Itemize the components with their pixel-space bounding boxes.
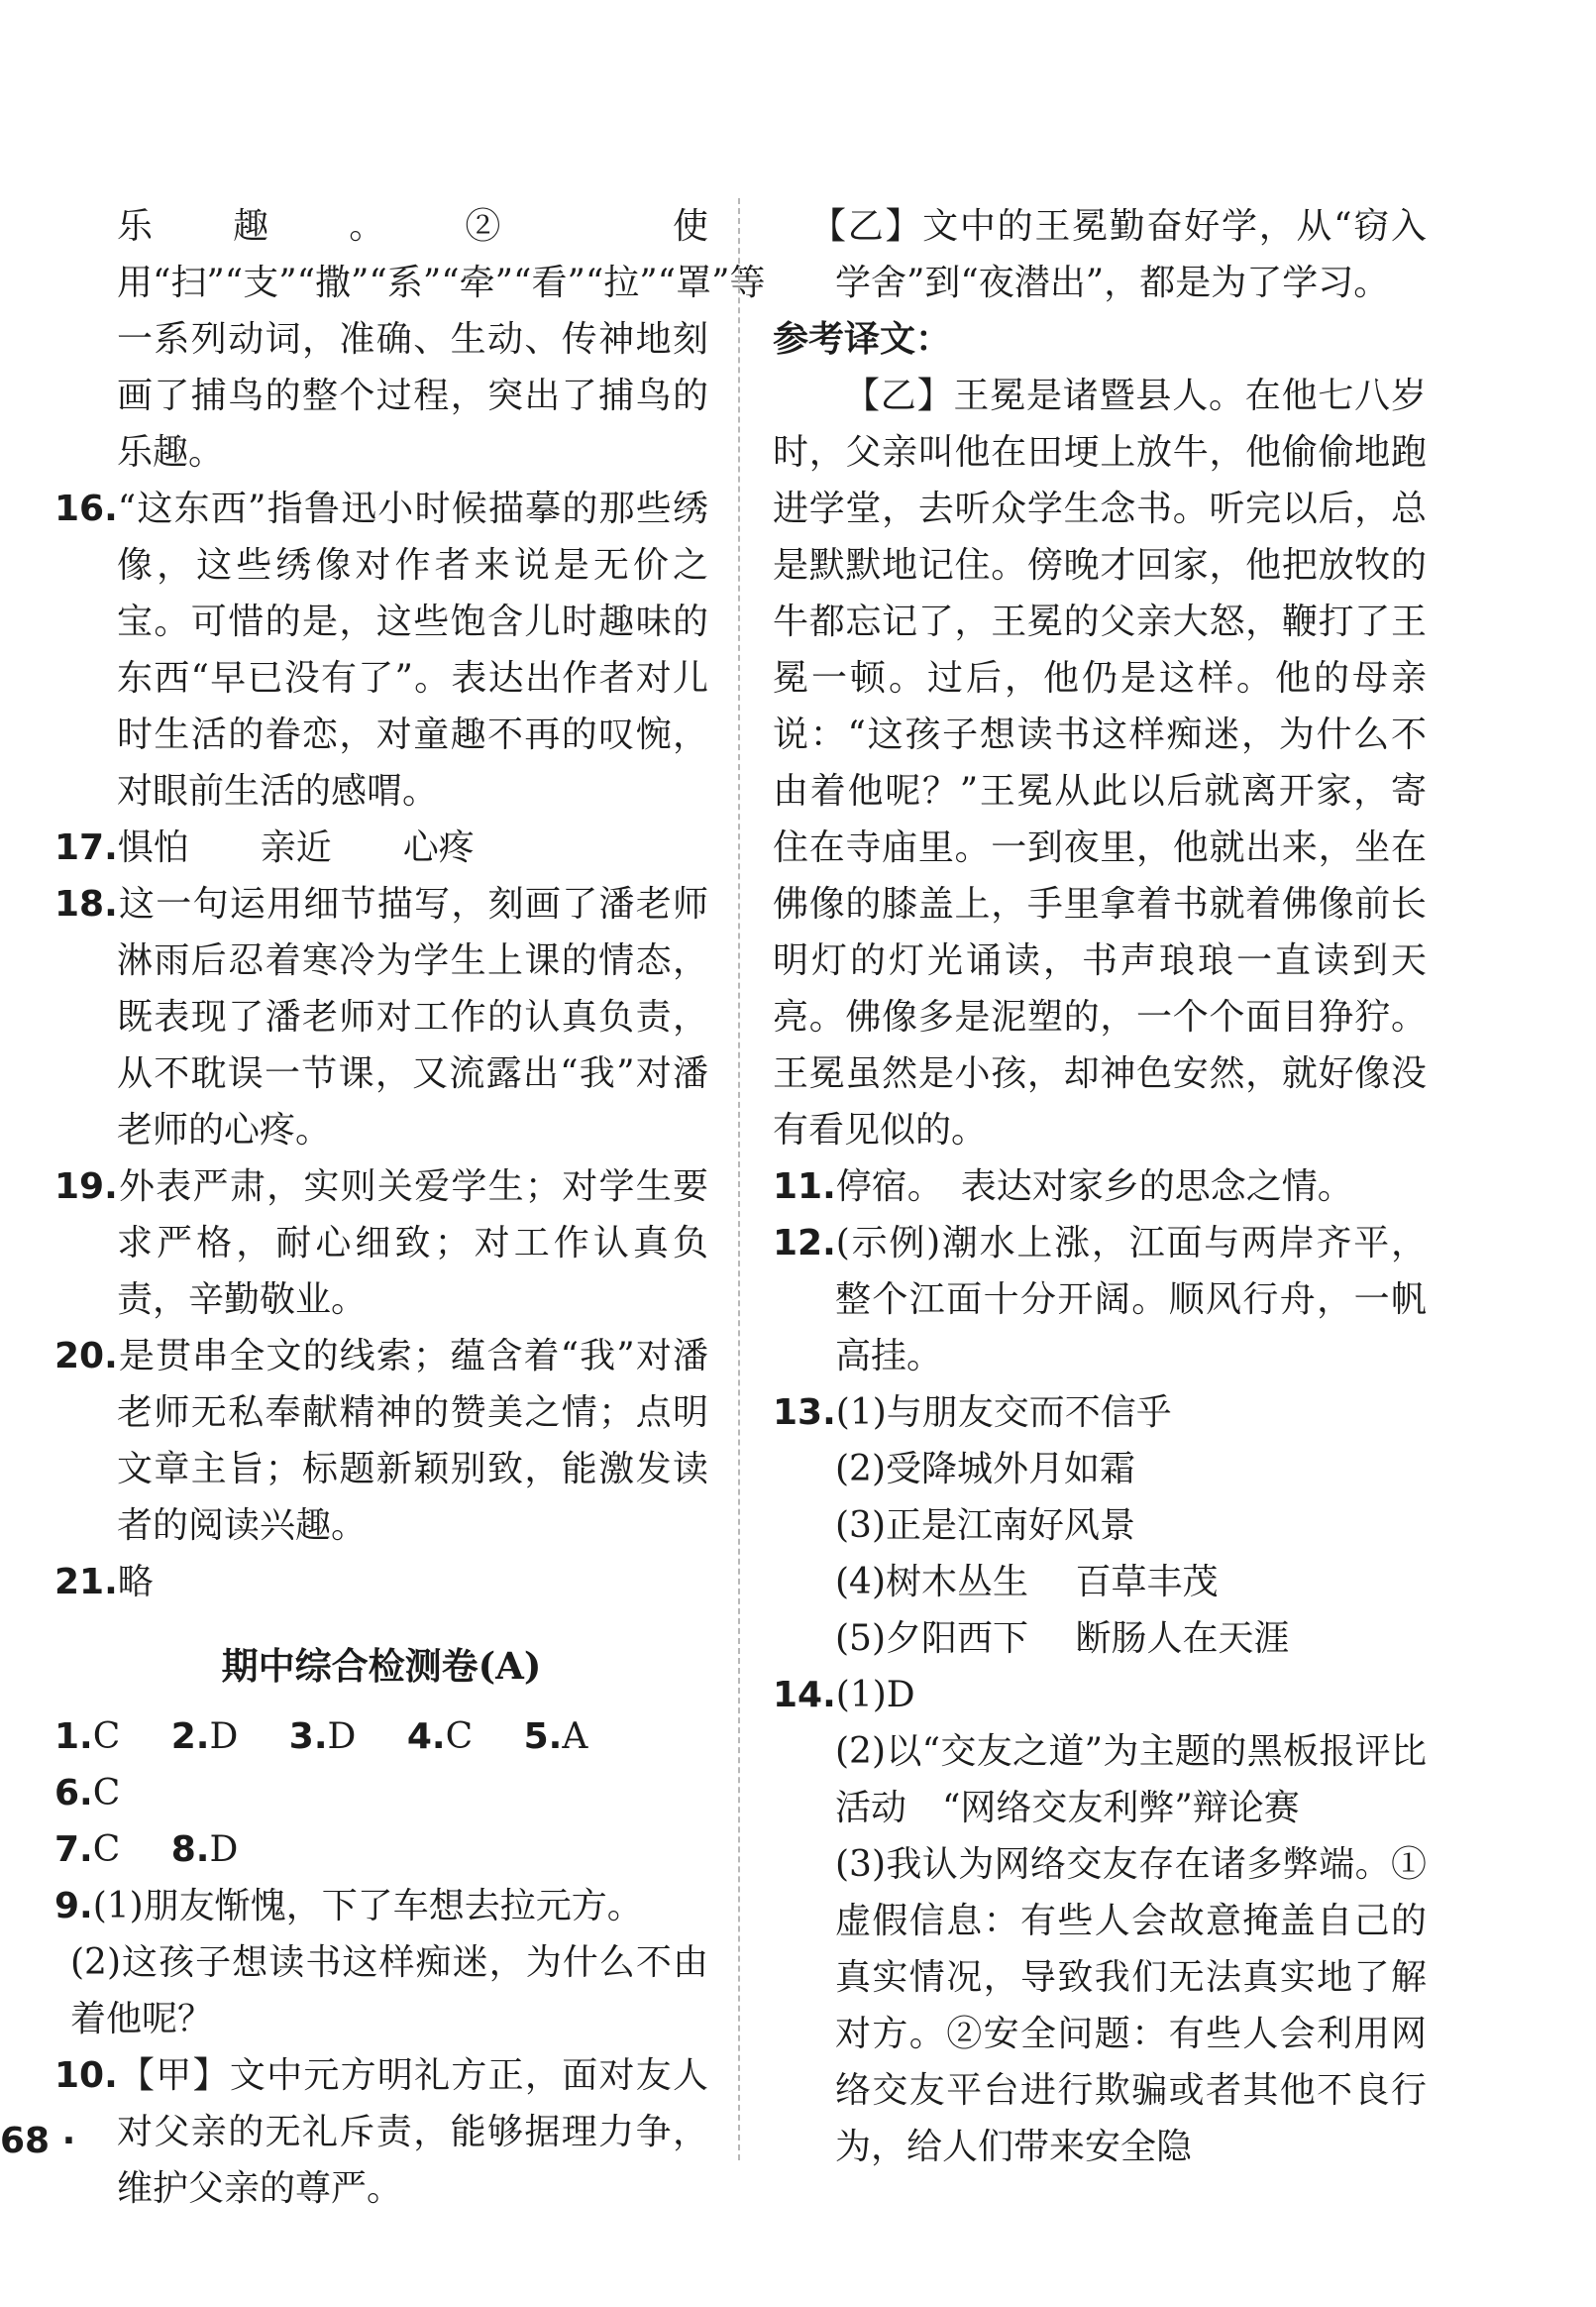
answer-number: 16.	[54, 489, 118, 529]
mc-answer	[54, 1821, 120, 1878]
section-title: 期中综合检测卷(A)	[221, 1644, 542, 1688]
answer-18	[54, 876, 708, 1158]
mc-answer	[54, 1765, 120, 1821]
mc-answers-row-2	[54, 1821, 708, 1878]
mc-answer	[54, 1708, 120, 1765]
answer-10	[54, 2047, 708, 2217]
answer-9	[54, 1878, 708, 1934]
answer-21	[54, 1554, 708, 1610]
answer-text: 停宿。 表达对家乡的思念之情。	[835, 1166, 1353, 1207]
answer-number: 19.	[54, 1166, 118, 1207]
answer-number: 10.	[54, 2055, 118, 2096]
answer-letter: D	[209, 1829, 239, 1870]
answer-11	[773, 1158, 1427, 1215]
right-column	[773, 198, 1427, 2175]
answer-letter: D	[327, 1716, 357, 1757]
answer-17	[54, 820, 708, 876]
answer-9-part-2: (2)这孩子想读书这样痴迷，为什么不由着他呢？	[70, 1942, 708, 2039]
column-divider	[738, 198, 740, 2160]
answer-text: 【甲】文中元方明礼方正，面对友人对父亲的无礼斥责，能够据理力争，维护父亲的尊严。	[117, 2055, 708, 2209]
answer-text: 外表严肃，实则关爱学生；对学生要求严格，耐心细致；对工作认真负责，辛勤敬业。	[117, 1166, 708, 1320]
answer-letter: C	[92, 1829, 121, 1870]
answer-number: 8.	[170, 1829, 210, 1870]
answer-number: 13.	[773, 1392, 836, 1433]
answer-text: (1)D	[835, 1675, 915, 1715]
answer-16	[54, 481, 708, 820]
answer-number: 11.	[773, 1166, 836, 1207]
answer-13	[773, 1384, 1427, 1441]
answer-letter: A	[562, 1716, 588, 1757]
left-column	[54, 198, 766, 2217]
answer-letter: C	[92, 1716, 121, 1757]
answer-13-item: (4)树木丛生 百草丰茂	[835, 1562, 1219, 1602]
mc-answers-row-1	[54, 1708, 708, 1821]
mc-answer	[524, 1708, 588, 1765]
answer-number: 12.	[773, 1223, 836, 1263]
answer-text: “这东西”指鲁迅小时候描摹的那些绣像，这些绣像对作者来说是无价之宝。可惜的是，这些饱含儿时趣味的东西“早已没有了”。表达出作者对儿时生活的眷恋，对童趣不再的叹惋，对眼前生活的感喟。	[117, 489, 708, 812]
answer-number: 3.	[288, 1716, 328, 1757]
answer-14	[773, 1667, 1427, 1723]
answer-number: 1.	[54, 1716, 93, 1757]
mc-answer	[171, 1708, 239, 1765]
answer-letter: C	[92, 1773, 121, 1813]
answer-letter: C	[445, 1716, 474, 1757]
answer-10-continuation: 【乙】文中的王冕勤奋好学，从“窃入学舍”到“夜潜出”，都是为了学习。	[810, 206, 1427, 303]
answer-number: 4.	[406, 1716, 446, 1757]
answer-12	[773, 1215, 1427, 1384]
answer-13-item: (2)受降城外月如霜	[835, 1449, 1135, 1489]
answer-number: 21.	[54, 1562, 118, 1602]
answer-number: 5.	[523, 1716, 563, 1757]
page-number: 68 ·	[0, 2121, 76, 2161]
answer-number: 17.	[54, 827, 118, 868]
answer-letter: D	[209, 1716, 239, 1757]
mc-answer	[171, 1821, 239, 1878]
answer-text: (示例)潮水上涨，江面与两岸齐平，整个江面十分开阔。顺风行舟，一帆高挂。	[835, 1223, 1427, 1376]
answer-text: 是贯串全文的线索；蕴含着“我”对潘老师无私奉献精神的赞美之情；点明文章主旨；标题新颖别致，能激发读者的阅读兴趣。	[117, 1336, 708, 1546]
reference-translation: 【乙】王冕是诸暨县人。在他七八岁时，父亲叫他在田埂上放牛，他偷偷地跑进学堂，去听众学生念书。听完以后，总是默默地记住。傍晚才回家，他把放牧的牛都忘记了，王冕的父亲大怒，鞭打了王冕一顿。过后，他仍是这样。他的母亲说：“这孩子想读书这样痴迷，为什么不由着他呢？”王冕从此以后就离开家，寄住在寺庙里。一到夜里，他就出来，坐在佛像的膝盖上，手里拿着书就着佛像前长明灯的灯光诵读，书声琅琅一直读到天亮。佛像多是泥塑的，一个个面目狰狞。王冕虽然是小孩，却神色安然，就好像没有看见似的。	[773, 376, 1427, 1151]
answer-text: 惧怕 亲近 心疼	[117, 827, 475, 868]
mc-answer	[407, 1708, 473, 1765]
answer-text: 这一句运用细节描写，刻画了潘老师淋雨后忍着寒冷为学生上课的情态，既表现了潘老师对工作的认真负责，从不耽误一节课，又流露出“我”对潘老师的心疼。	[117, 884, 708, 1151]
answer-number: 6.	[54, 1773, 93, 1813]
answer-number: 7.	[54, 1829, 93, 1870]
answer-19	[54, 1158, 708, 1328]
answer-text: (1)与朋友交而不信乎	[835, 1392, 1172, 1433]
answer-14-part-2: (2)以“交友之道”为主题的黑板报评比活动 “网络交友利弊”辩论赛	[835, 1731, 1427, 1828]
answer-13-item: (3)正是江南好风景	[835, 1505, 1135, 1546]
answer-number: 14.	[773, 1675, 836, 1715]
answer-number: 18.	[54, 884, 118, 925]
answer-number: 9.	[54, 1886, 93, 1926]
answer-20	[54, 1328, 708, 1554]
answer-15-continuation: 乐趣。② 使用“扫”“支”“撒”“系”“牵”“看”“拉”“罩”等一系列动词，准确、生动、传神地刻画了捕鸟的整个过程，突出了捕鸟的乐趣。	[117, 206, 766, 473]
answer-number: 2.	[170, 1716, 210, 1757]
answer-number: 20.	[54, 1336, 118, 1376]
answer-14-part-3: (3)我认为网络交友存在诸多弊端。①虚假信息：有些人会故意掩盖自己的真实情况，导致我们无法真实地了解对方。②安全问题：有些人会利用网络交友平台进行欺骗或者其他不良行为，给人们带来安全隐	[835, 1844, 1427, 2167]
answer-13-item: (5)夕阳西下 断肠人在天涯	[835, 1618, 1290, 1659]
answer-text: 略	[117, 1562, 154, 1602]
reference-translation-title: 参考译文：	[773, 318, 952, 360]
mc-answer	[289, 1708, 357, 1765]
answer-text: (1)朋友惭愧，下了车想去拉元方。	[92, 1886, 643, 1926]
